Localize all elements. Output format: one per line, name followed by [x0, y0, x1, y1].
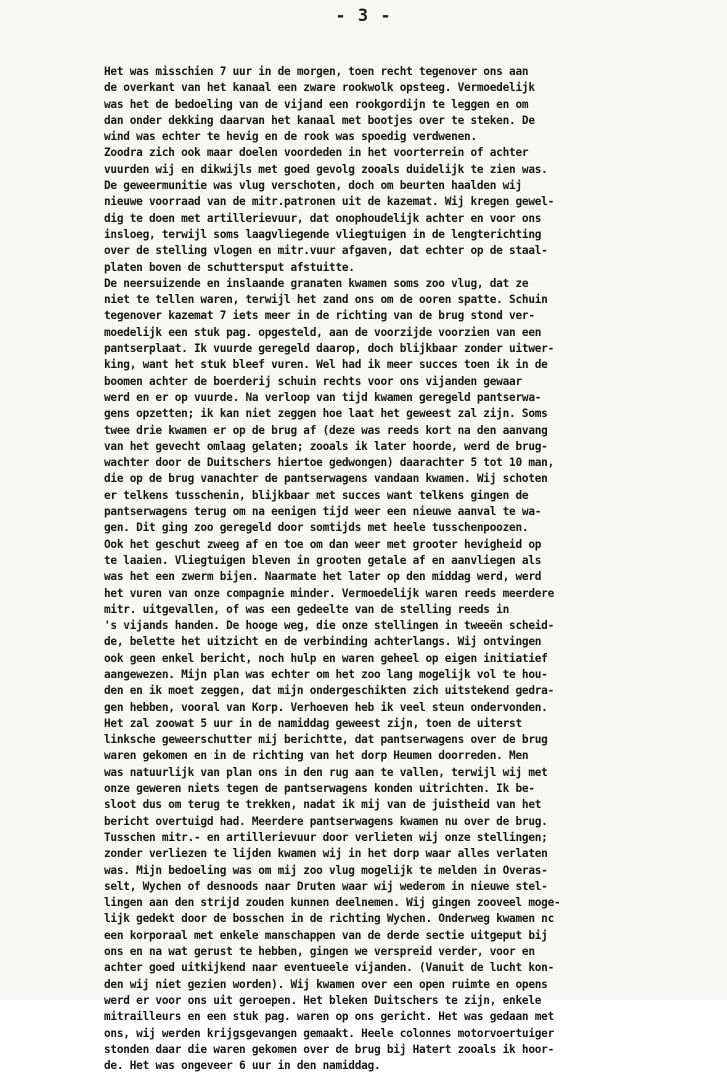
page-number: - 3 - [335, 6, 392, 26]
text-line: insloeg, terwijl soms laagvliegende vliegtuigen in de lengterichting [104, 227, 542, 241]
text-line: die op de brug vanachter de pantserwagens vandaan kwamen. Wij schoten [104, 472, 548, 486]
text-line: Zoodra zich ook maar doelen voordeden in het voorterrein of achter [104, 146, 529, 160]
text-line: mitr. uitgevallen, of was een gedeelte van de stelling reeds in [104, 602, 510, 616]
text-line: stonden daar die waren gekomen over de brug bij Hatert zooals ik hoor- [104, 1042, 555, 1056]
text-line: er telkens tusschenin, blijkbaar met succes want telkens gingen de [104, 488, 529, 502]
text-line: platen boven de schuttersput afstuitte. [104, 260, 355, 274]
text-line: den wij niet gezien worden). Wij kwamen over een open ruimte en opens [104, 977, 548, 991]
text-line: mitrailleurs en een stuk pag. waren op ons gericht. Het was gedaan met [104, 1010, 555, 1024]
text-line: een korporaal met enkele manschappen van de derde sectie uitgeput bij [104, 928, 548, 942]
text-line: selt, Wychen of desnoods naar Druten waar wij wederom in nieuwe stel- [104, 879, 548, 893]
text-line: nieuwe voorraad van de mitr.patronen uit de kazemat. Wij kregen gewel- [104, 195, 555, 209]
text-line: Het zal zoowat 5 uur in de namiddag geweest zijn, toen de uiterst [104, 716, 522, 730]
text-line: boomen achter de boerderij schuin rechts voor ons vijanden gewaar [104, 374, 522, 388]
text-line: onze geweren niets tegen de pantserwagens konden uitrichten. Ik be- [104, 782, 535, 796]
text-line: de, belette het uitzicht en de verbinding achterlangs. Wij ontvingen [104, 635, 542, 649]
text-line: wachter door de Duitschers hiertoe gedwongen) daarachter 5 tot 10 man, [104, 456, 555, 470]
text-line: was. Mijn bedoeling was om mij zoo vlug mogelijk te melden in Overas- [104, 863, 548, 877]
typewritten-text [104, 64, 724, 1074]
text-line: de overkant van het kanaal een zware rookwolk opsteeg. Vermoedelijk [104, 81, 535, 95]
text-line: over de stelling vlogen en mitr.vuur afgaven, dat echter op de staal- [104, 244, 548, 258]
text-line: lijk gedekt door de bosschen in de richting Wychen. Onderweg kwamen nc [104, 912, 555, 926]
text-line: vuurden wij en dikwijls met goed gevolg zooals duidelijk te zien was. [104, 162, 548, 176]
text-line: aangewezen. Mijn plan was echter om het zoo lang mogelijk vol te hou- [104, 667, 548, 681]
text-line: te laaien. Vliegtuigen bleven in grooten getale af en aanvliegen als [104, 553, 542, 567]
text-line: de. Het was ongeveer 6 uur in den namiddag. [104, 1059, 381, 1073]
text-line: gens opzetten; ik kan niet zeggen hoe laat het geweest zal zijn. Soms [104, 407, 548, 421]
text-line: De neersuizende en inslaande granaten kwamen soms zoo vlug, dat ze [104, 276, 529, 290]
text-line: bericht overtuigd had. Meerdere pantserwagens kwamen nu over de brug. [104, 814, 548, 828]
text-line: 's vijands handen. De hooge weg, die onze stellingen in tweeën scheid- [104, 619, 555, 633]
text-line: king, want het stuk bleef vuren. Wel had ik meer succes toen ik in de [104, 358, 548, 372]
text-line: wind was echter te hevig en de rook was spoedig verdwenen. [104, 130, 477, 144]
text-line: De geweermunitie was vlug verschoten, doch om beurten haalden wij [104, 179, 522, 193]
text-line: ook geen enkel bericht, noch hulp en waren geheel op eigen initiatief [104, 651, 548, 665]
text-line: Ook het geschut zweeg af en toe om dan weer met grooter hevigheid op [104, 537, 542, 551]
text-line: Tusschen mitr.- en artillerievuur door verlieten wij onze stellingen; [104, 830, 548, 844]
text-line: zonder verliezen te lijden kwamen wij in het dorp waar alles verlaten [104, 847, 548, 861]
text-line: tegenover kazemat 7 iets meer in de richting van de brug stond ver- [104, 309, 535, 323]
text-line: was het een zwerm bijen. Naarmate het later op den middag werd, werd [104, 570, 542, 584]
text-line: dig te doen met artillerievuur, dat onophoudelijk achter en voor ons [104, 211, 542, 225]
text-line: ons, wij werden krijgsgevangen gemaakt. Heele colonnes motorvoertuiger [104, 1026, 555, 1040]
text-line: achter goed uitkijkend naar eventueele vijanden. (Vanuit de lucht kon- [104, 961, 555, 975]
text-line: werd en er op vuurde. Na verloop van tijd kwamen geregeld pantserwa- [104, 390, 542, 404]
text-line: het vuren van onze compagnie minder. Vermoedelijk waren reeds meerdere [104, 586, 555, 600]
text-line: van het gevecht omlaag gelaten; zooals ik later hoorde, werd de brug- [104, 439, 548, 453]
text-line: pantserwagens terug om na eenigen tijd weer een nieuwe aanval te wa- [104, 505, 542, 519]
text-line: linksche geweerschutter mij berichtte, dat pantserwagens over de brug [104, 733, 548, 747]
text-line: dan onder dekking daarvan het kanaal met bootjes over te steken. De [104, 113, 535, 127]
text-line: was het de bedoeling van de vijand een rookgordijn te leggen en om [104, 97, 529, 111]
text-line: ons en na wat gerust te hebben, gingen we verspreid verder, voor en [104, 945, 535, 959]
text-line: gen hebben, vooral van Korp. Verhoeven heb ik veel steun ondervonden. [104, 700, 548, 714]
text-line: lingen aan den strijd zouden kunnen deelnemen. Wij gingen zooveel moge- [104, 896, 561, 910]
text-line: moedelijk een stuk pag. opgesteld, aan de voorzijde voorzien van een [104, 325, 542, 339]
text-line: gen. Dit ging zoo geregeld door somtijds met heele tusschenpoozen. [104, 521, 529, 535]
text-line: Het was misschien 7 uur in de morgen, toen recht tegenover ons aan [104, 65, 529, 78]
text-line: was natuurlijk van plan ons in den rug aan te vallen, terwijl wij met [104, 765, 548, 779]
text-line: pantserplaat. Ik vuurde geregeld daarop, doch blijkbaar zonder uitwer- [104, 342, 555, 356]
text-line: twee drie kwamen er op de brug af (deze was reeds kort na den aanvang [104, 423, 548, 437]
text-line: niet te tellen waren, terwijl het zand ons om de ooren spatte. Schuin [104, 293, 548, 307]
text-line: den en ik moet zeggen, dat mijn ondergeschikten zich uitstekend gedra- [104, 684, 555, 698]
text-line: werd er voor ons uit geroepen. Het bleken Duitschers te zijn, enkele [104, 993, 542, 1007]
text-line: waren gekomen en in de richting van het dorp Heumen doorreden. Men [104, 749, 529, 763]
text-line: sloot dus om terug te trekken, nadat ik mij van de juistheid van het [104, 798, 542, 812]
